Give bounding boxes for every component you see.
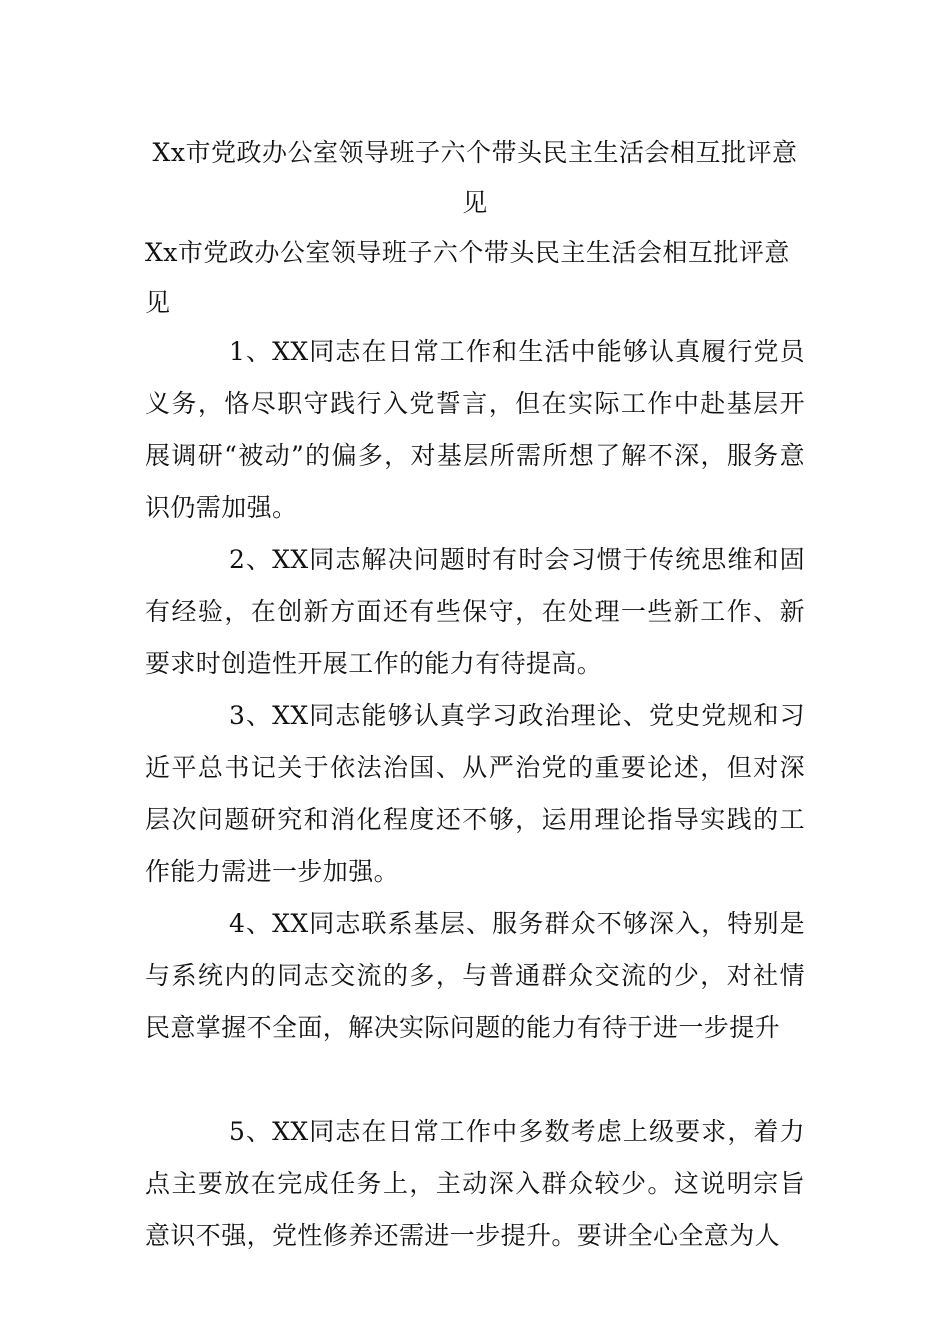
paragraph-1: 1、XX同志在日常工作和生活中能够认真履行党员义务，恪尽职守践行入党誓言，但在实际工作中赴基层开展调研“被动”的偏多，对基层所需所想了解不深，服务意识仍需加强。	[145, 337, 805, 522]
document-subtitle: Xx市党政办公室领导班子六个带头民主生活会相互批评意见	[145, 238, 790, 317]
paragraph-2: 2、XX同志解决问题时有时会习惯于传统思维和固有经验，在创新方面还有些保守，在处理一些新工作、新要求时创造性开展工作的能力有待提高。	[145, 545, 805, 678]
document-title: Xx市党政办公室领导班子六个带头民主生活会相互批评意见	[152, 138, 798, 217]
paragraph-4: 4、XX同志联系基层、服务群众不够深入，特别是与系统内的同志交流的多，与普通群众交流的少，对社情民意掌握不全面，解决实际问题的能力有待于进一步提升	[145, 909, 805, 1042]
paragraph-5: 5、XX同志在日常工作中多数考虑上级要求，着力点主要放在完成任务上，主动深入群众较少。这说明宗旨意识不强，党性修养还需进一步提升。要讲全心全意为人	[145, 1117, 805, 1250]
paragraph-3: 3、XX同志能够认真学习政治理论、党史党规和习近平总书记关于依法治国、从严治党的重要论述，但对深层次问题研究和消化程度还不够，运用理论指导实践的工作能力需进一步加强。	[145, 701, 805, 886]
document-body	[145, 326, 805, 1262]
